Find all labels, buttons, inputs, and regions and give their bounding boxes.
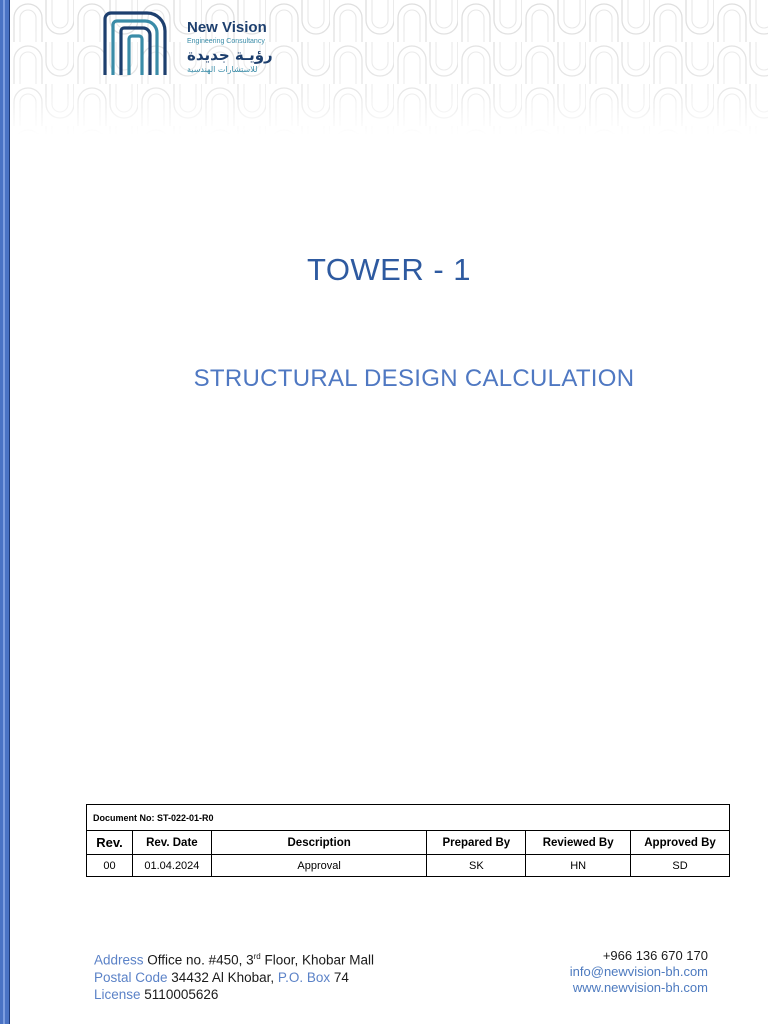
column-header: Rev. Date xyxy=(132,831,211,855)
footer-email[interactable]: info@newvision-bh.com xyxy=(569,964,708,979)
footer-license-line xyxy=(94,986,374,1003)
column-header: Reviewed By xyxy=(526,831,631,855)
logo-name-en: New Vision xyxy=(187,19,267,36)
header-pattern-band xyxy=(10,0,768,135)
table-cell: Approval xyxy=(211,855,427,877)
column-header: Description xyxy=(211,831,427,855)
table-cell: SD xyxy=(631,855,730,877)
address-label: Address xyxy=(94,952,144,968)
document-subtitle: STRUCTURAL DESIGN CALCULATION xyxy=(193,365,635,392)
column-header: Approved By xyxy=(631,831,730,855)
postal-value: 34432 Al Khobar, xyxy=(167,969,278,985)
footer-address-line xyxy=(94,948,374,969)
logo-subtitle-ar: للاستشارات الهندسية xyxy=(187,65,258,74)
table-cell: 01.04.2024 xyxy=(132,855,211,877)
column-header: Prepared By xyxy=(427,831,526,855)
footer-phone: +966 136 670 170 xyxy=(602,948,708,963)
column-header: Rev. xyxy=(87,831,133,855)
table-cell: SK xyxy=(427,855,526,877)
footer-contact-block xyxy=(570,948,708,996)
document-title: TOWER - 1 xyxy=(306,252,472,287)
table-cell: HN xyxy=(526,855,631,877)
address-superscript: rd xyxy=(253,952,261,961)
footer-address-block xyxy=(94,948,374,1003)
footer-postal-line xyxy=(94,969,374,986)
document-number-row xyxy=(87,805,730,831)
pobox-value: 74 xyxy=(330,969,349,985)
footer-website[interactable]: www.newvision-bh.com xyxy=(572,980,708,995)
postal-label: Postal Code xyxy=(94,969,168,985)
address-value: Office no. #450, 3 xyxy=(143,952,254,968)
document-number: Document No: ST-022-01-R0 xyxy=(87,805,730,831)
address-value-end: Floor, Khobar Mall xyxy=(260,952,375,968)
table-header-row xyxy=(87,831,730,855)
logo-name-ar: رؤيـة جديدة xyxy=(187,46,273,64)
revision-table xyxy=(86,804,730,877)
company-logo xyxy=(110,8,280,78)
license-label: License xyxy=(94,986,141,1002)
logo-subtitle-en: Engineering Consultancy xyxy=(187,38,265,45)
pobox-label: P.O. Box xyxy=(277,969,331,985)
table-row xyxy=(87,855,730,877)
logo-mark-icon xyxy=(101,9,171,79)
table-cell: 00 xyxy=(87,855,133,877)
license-value: 5110005626 xyxy=(140,986,219,1002)
page-left-border xyxy=(0,0,10,1024)
